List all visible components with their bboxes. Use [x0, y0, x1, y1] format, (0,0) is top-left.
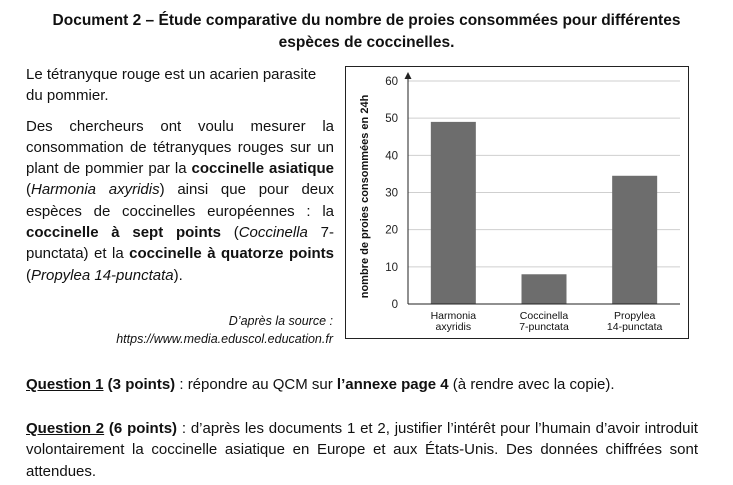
y-tick-label: 0	[391, 299, 398, 311]
intro-bold-quatorze-points: coccinelle à quatorze points	[129, 245, 334, 263]
chart-bars	[431, 122, 657, 304]
intro-bold-sept-points: coccinelle à sept points	[26, 224, 221, 242]
bar	[612, 176, 657, 304]
question-1-text-c: (à rendre avec la copie).	[448, 376, 615, 393]
x-tick-label: 7-punctata	[519, 321, 569, 333]
y-axis-arrow	[405, 72, 412, 79]
intro-bold-asiatique: coccinelle asiatique	[191, 160, 334, 178]
bar-chart-frame	[345, 66, 689, 339]
question-2-label: Question 2	[26, 420, 105, 437]
x-tick-label: axyridis	[435, 321, 472, 333]
intro-text-a: Des chercheurs ont voulu mesurer la consommation de tétranyques rouges sur un plant de pommier par la	[26, 117, 334, 178]
y-axis-title: nombre de proies consommées en 24h	[359, 94, 371, 299]
question-1-points: (3 points)	[103, 376, 176, 393]
source-url: https://www.media.eduscol.education.fr	[116, 331, 333, 346]
question-2-points: (6 points)	[104, 420, 178, 437]
intro-italic-harmonia: Harmonia axyridis	[31, 181, 160, 199]
title-line-2: espèces de coccinelles.	[278, 34, 455, 51]
intro-italic-propylea: Propylea 14-punctata	[31, 266, 174, 284]
document-title	[20, 10, 713, 54]
y-tick-label: 20	[385, 224, 398, 237]
x-tick-label: Propylea	[613, 310, 656, 322]
intro-text-e: ) ainsi que pour deux espèces de coccinelles européennes : la	[26, 181, 334, 220]
y-tick-label: 30	[385, 187, 398, 200]
question-1-annexe: l’annexe page 4	[336, 376, 449, 393]
question-1	[26, 374, 716, 395]
x-tick-label: 14-punctata	[606, 321, 663, 333]
bar	[431, 122, 476, 304]
intro-text-k: (	[26, 266, 31, 284]
intro-text-i: 7-punctata) et la	[26, 224, 334, 263]
intro-text	[26, 64, 334, 286]
y-tick-label: 10	[385, 261, 398, 274]
y-tick-label: 60	[385, 76, 398, 88]
question-1-label: Question 1	[26, 376, 104, 393]
y-tick-label: 50	[385, 113, 398, 126]
intro-paragraph-1: Le tétranyque rouge est un acarien parasite du pommier.	[26, 66, 317, 105]
intro-text-g: (	[220, 224, 239, 242]
question-1-text-a: : répondre au QCM sur	[175, 376, 337, 393]
intro-text-m: ).	[173, 266, 183, 284]
intro-text-c: (	[26, 181, 31, 199]
bar-chart	[346, 67, 688, 338]
x-tick-label: Harmonia	[430, 310, 477, 322]
x-tick-label: Coccinella	[519, 310, 569, 322]
question-2	[26, 418, 698, 482]
y-tick-label: 40	[385, 150, 398, 163]
bar	[522, 274, 567, 304]
title-line-1: Document 2 – Étude comparative du nombre de proies consommées pour différentes	[52, 12, 681, 29]
source-label: D’après la source :	[228, 314, 333, 328]
question-2-text: : d’après les documents 1 et 2, justifier l’intérêt pour l’humain d’avoir introduit volontairement la coccinelle asiatique en Europe et aux États-Unis. Des données chiffrées sont attendues.	[26, 420, 698, 480]
intro-italic-coccinella: Coccinella	[238, 224, 308, 242]
source-citation	[60, 313, 333, 348]
intro-paragraph-2	[26, 116, 334, 286]
